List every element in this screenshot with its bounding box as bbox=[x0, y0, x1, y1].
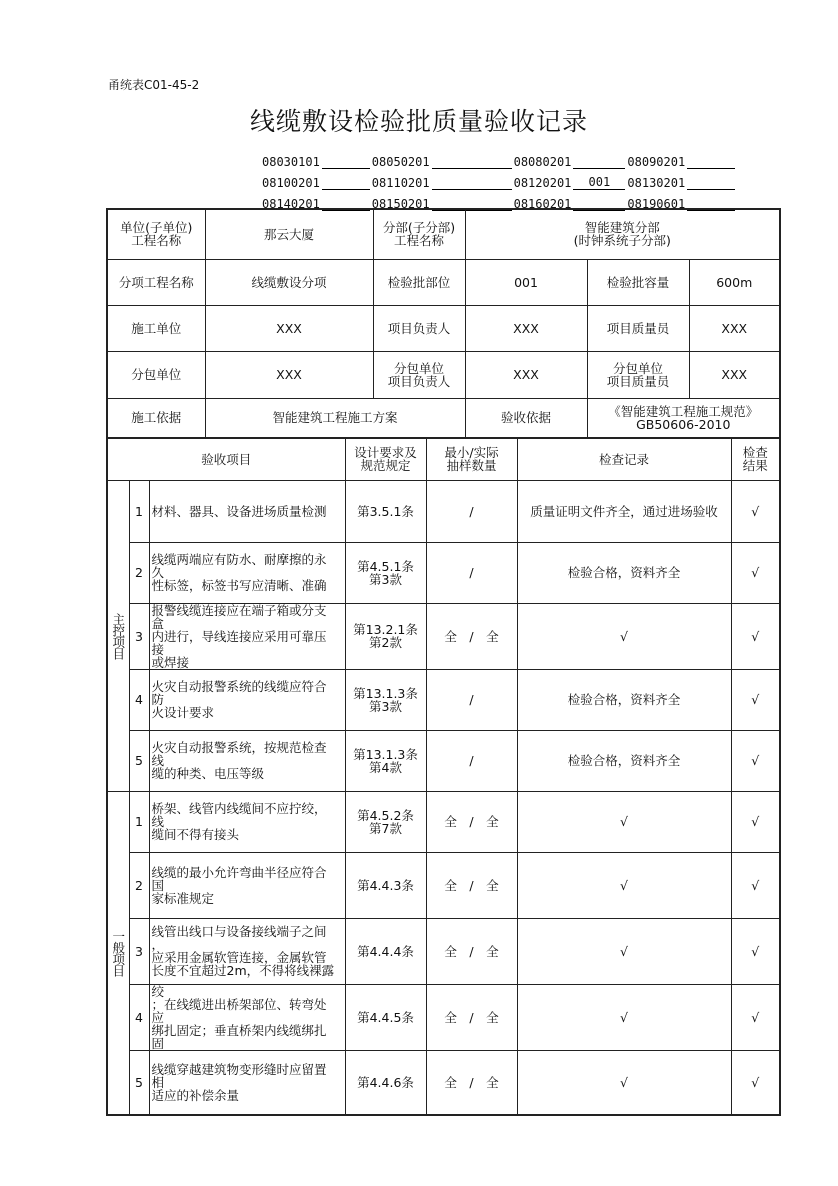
contractor-label: 施工单位 bbox=[107, 305, 205, 351]
code-value bbox=[432, 154, 512, 169]
item-req: 第4.5.1条 第3款 bbox=[345, 542, 426, 603]
table-row bbox=[107, 852, 780, 918]
sub-qm-value: XXX bbox=[689, 351, 780, 398]
batch-part-value: 001 bbox=[465, 259, 587, 305]
division-label: 分部(子分部) 工程名称 bbox=[373, 209, 465, 259]
item-sample: / bbox=[426, 480, 517, 542]
basis-value: 智能建筑工程施工方案 bbox=[205, 398, 465, 438]
code-value bbox=[322, 154, 370, 169]
item-req: 第13.1.3条 第4款 bbox=[345, 730, 426, 791]
item-text: 火灾自动报警系统，按规范检查 线 缆的种类、电压等级 bbox=[149, 730, 345, 791]
pm-label: 项目负责人 bbox=[373, 305, 465, 351]
item-result: √ bbox=[731, 1050, 780, 1115]
contractor-value: XXX bbox=[205, 305, 373, 351]
item-text: 绞 ；在线缆进出桥架部位、转弯处 应 绑扎固定；垂直桥架内线缆绑扎 固 bbox=[149, 984, 345, 1050]
code-label: 08190601 bbox=[627, 197, 686, 211]
header-item: 验收项目 bbox=[107, 438, 345, 480]
item-number: 5 bbox=[129, 730, 149, 791]
item-record: 检验合格，资料齐全 bbox=[517, 669, 731, 730]
code-value bbox=[573, 154, 625, 169]
header-result: 检查 结果 bbox=[731, 438, 780, 480]
item-number: 1 bbox=[129, 480, 149, 542]
item-sample: 全 / 全 bbox=[426, 852, 517, 918]
pm-value: XXX bbox=[465, 305, 587, 351]
item-record: √ bbox=[517, 1050, 731, 1115]
header-req: 设计要求及 规范规定 bbox=[345, 438, 426, 480]
item-result: √ bbox=[731, 984, 780, 1050]
item-sample: 全 / 全 bbox=[426, 791, 517, 852]
item-result: √ bbox=[731, 542, 780, 603]
item-req: 第13.1.3条 第3款 bbox=[345, 669, 426, 730]
table-row bbox=[107, 1050, 780, 1115]
header-sample: 最小/实际 抽样数量 bbox=[426, 438, 517, 480]
item-result: √ bbox=[731, 603, 780, 669]
item-record: √ bbox=[517, 603, 731, 669]
item-text: 线缆的最小允许弯曲半径应符合 国 家标准规定 bbox=[149, 852, 345, 918]
division-value: 智能建筑分部 (时钟系统子分部) bbox=[465, 209, 780, 259]
item-number: 3 bbox=[129, 918, 149, 984]
sub-pm-label: 分包单位 项目负责人 bbox=[373, 351, 465, 398]
item-req: 第4.4.4条 bbox=[345, 918, 426, 984]
info-table bbox=[106, 208, 781, 439]
item-sample: 全 / 全 bbox=[426, 603, 517, 669]
item-text: 线缆穿越建筑物变形缝时应留置 相 适应的补偿余量 bbox=[149, 1050, 345, 1115]
table-row bbox=[107, 918, 780, 984]
code-value bbox=[432, 175, 512, 190]
item-number: 4 bbox=[129, 669, 149, 730]
batch-part-label: 检验批部位 bbox=[373, 259, 465, 305]
item-req: 第4.4.6条 bbox=[345, 1050, 426, 1115]
item-record: √ bbox=[517, 918, 731, 984]
item-req: 第4.4.5条 bbox=[345, 984, 426, 1050]
sub-label: 分包单位 bbox=[107, 351, 205, 398]
item-result: √ bbox=[731, 791, 780, 852]
item-result: √ bbox=[731, 730, 780, 791]
item-number: 2 bbox=[129, 852, 149, 918]
qm-value: XXX bbox=[689, 305, 780, 351]
item-record: √ bbox=[517, 791, 731, 852]
code-label: 08120201 bbox=[513, 176, 572, 190]
item-result: √ bbox=[731, 669, 780, 730]
item-sample: / bbox=[426, 730, 517, 791]
item-sample: / bbox=[426, 542, 517, 603]
unit-label: 单位(子单位) 工程名称 bbox=[107, 209, 205, 259]
item-record: √ bbox=[517, 984, 731, 1050]
form-code: 甬统表C01-45-2 bbox=[108, 78, 200, 92]
item-number: 2 bbox=[129, 542, 149, 603]
item-req: 第3.5.1条 bbox=[345, 480, 426, 542]
table-row bbox=[107, 669, 780, 730]
item-result: √ bbox=[731, 918, 780, 984]
item-number: 4 bbox=[129, 984, 149, 1050]
item-sample: 全 / 全 bbox=[426, 1050, 517, 1115]
code-value bbox=[322, 175, 370, 190]
code-label: 08110201 bbox=[371, 176, 430, 190]
code-label: 08080201 bbox=[513, 155, 572, 169]
sub-pm-value: XXX bbox=[465, 351, 587, 398]
code-label: 08090201 bbox=[627, 155, 686, 169]
item-req: 第4.4.3条 bbox=[345, 852, 426, 918]
subitem-value: 线缆敷设分项 bbox=[205, 259, 373, 305]
table-row bbox=[107, 730, 780, 791]
item-text: 线管出线口与设备接线端子之间 ， 应采用金属软管连接，金属软管 长度不宜超过2m，不得将线裸露 bbox=[149, 918, 345, 984]
item-text: 火灾自动报警系统的线缆应符合 防 火设计要求 bbox=[149, 669, 345, 730]
table-row bbox=[107, 480, 780, 542]
item-result: √ bbox=[731, 480, 780, 542]
sub-qm-label: 分包单位 项目质量员 bbox=[587, 351, 689, 398]
page-title: 线缆敷设检验批质量验收记录 bbox=[249, 107, 588, 136]
code-value bbox=[687, 175, 735, 190]
table-row bbox=[107, 984, 780, 1050]
code-label: 08150201 bbox=[371, 197, 430, 211]
header-record: 检查记录 bbox=[517, 438, 731, 480]
code-label: 08100201 bbox=[262, 176, 320, 190]
item-text: 线缆两端应有防水、耐摩擦的永 久 性标签，标签书写应清晰、准确 bbox=[149, 542, 345, 603]
subitem-label: 分项工程名称 bbox=[107, 259, 205, 305]
item-req: 第13.2.1条 第2款 bbox=[345, 603, 426, 669]
group-label: 主控项目 bbox=[107, 480, 129, 791]
group-label: 一般项目 bbox=[107, 791, 129, 1115]
code-label: 08030101 bbox=[262, 155, 320, 169]
batch-codes bbox=[262, 148, 737, 211]
batch-cap-value: 600m bbox=[689, 259, 780, 305]
basis-label: 施工依据 bbox=[107, 398, 205, 438]
item-record: 检验合格，资料齐全 bbox=[517, 730, 731, 791]
qm-label: 项目质量员 bbox=[587, 305, 689, 351]
inspection-table bbox=[106, 437, 781, 1116]
code-row bbox=[262, 148, 737, 169]
batch-cap-label: 检验批容量 bbox=[587, 259, 689, 305]
item-req: 第4.5.2条 第7款 bbox=[345, 791, 426, 852]
item-number: 1 bbox=[129, 791, 149, 852]
code-value: 001 bbox=[573, 175, 625, 190]
sub-value: XXX bbox=[205, 351, 373, 398]
unit-value: 那云大厦 bbox=[205, 209, 373, 259]
item-number: 5 bbox=[129, 1050, 149, 1115]
code-label: 08160201 bbox=[513, 197, 572, 211]
table-row bbox=[107, 603, 780, 669]
item-sample: 全 / 全 bbox=[426, 984, 517, 1050]
accept-basis-value: 《智能建筑工程施工规范》 GB50606-2010 bbox=[587, 398, 780, 438]
table-row bbox=[107, 791, 780, 852]
item-record: 检验合格，资料齐全 bbox=[517, 542, 731, 603]
item-sample: 全 / 全 bbox=[426, 918, 517, 984]
code-label: 08050201 bbox=[371, 155, 430, 169]
item-sample: / bbox=[426, 669, 517, 730]
item-text: 桥架、线管内线缆间不应拧绞， 线 缆间不得有接头 bbox=[149, 791, 345, 852]
code-label: 08140201 bbox=[262, 197, 320, 211]
item-number: 3 bbox=[129, 603, 149, 669]
code-label: 08130201 bbox=[627, 176, 686, 190]
table-row bbox=[107, 542, 780, 603]
code-value bbox=[687, 154, 735, 169]
accept-basis-label: 验收依据 bbox=[465, 398, 587, 438]
item-text: 材料、器具、设备进场质量检测 bbox=[149, 480, 345, 542]
item-record: √ bbox=[517, 852, 731, 918]
code-row bbox=[262, 169, 737, 190]
item-record: 质量证明文件齐全，通过进场验收 bbox=[517, 480, 731, 542]
item-text: 报警线缆连接应在端子箱或分支 盒 内进行，导线连接应采用可靠压 接 或焊接 bbox=[149, 603, 345, 669]
item-result: √ bbox=[731, 852, 780, 918]
